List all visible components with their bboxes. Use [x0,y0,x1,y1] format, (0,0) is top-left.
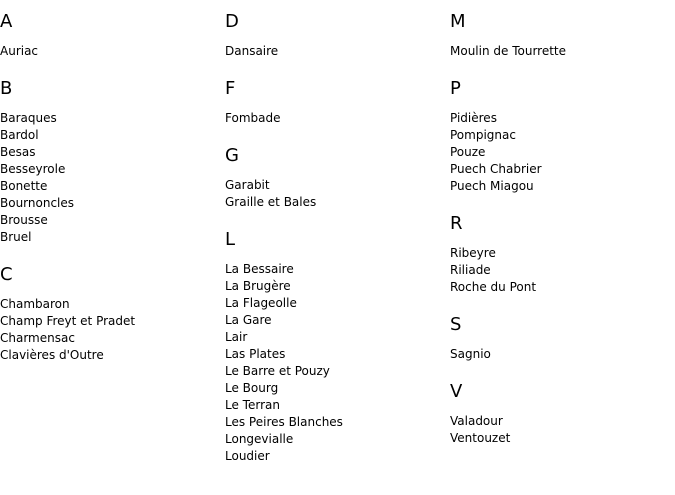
place-name: Ventouzet [450,431,511,445]
letter-heading: V [450,381,463,402]
letter-heading: C [0,264,13,285]
place-name-list [0,296,225,364]
place-name: Le Bourg [225,381,279,395]
place-name: Fombade [225,111,281,125]
place-name-list [450,245,675,296]
place-name: Besas [0,145,36,159]
letter-group-c [0,263,225,364]
letter-group-m [450,10,675,60]
place-name: Puech Chabrier [450,162,542,176]
letter-heading: D [225,11,239,32]
place-name-list [225,261,450,465]
letter-group-v [450,380,675,447]
place-name-list [450,110,675,195]
letter-heading: G [225,145,239,166]
place-name: La Flageolle [225,296,297,310]
place-name: Le Terran [225,398,280,412]
place-name: Riliade [450,263,491,277]
place-name: Roche du Pont [450,280,537,294]
place-name: Ribeyre [450,246,496,260]
place-name-list [450,43,675,60]
place-name-list [225,43,450,60]
place-name: Garabit [225,178,270,192]
place-name: Le Barre et Pouzy [225,364,330,378]
place-name: La Brugère [225,279,291,293]
letter-group-s [450,313,675,363]
letter-heading: A [0,11,13,32]
place-name: Auriac [0,44,39,58]
place-name: Loudier [225,449,270,463]
place-name: La Gare [225,313,272,327]
letter-heading: R [450,213,463,234]
place-name-list [0,110,225,246]
place-name: Bruel [0,230,32,244]
place-name: Valadour [450,414,503,428]
place-name-list [450,346,675,363]
place-name: Bardol [0,128,39,142]
letter-group-l [225,228,450,465]
place-name: Bonette [0,179,48,193]
letter-heading: L [225,229,236,250]
letter-heading: P [450,78,461,99]
letter-group-f [225,77,450,127]
letter-group-b [0,77,225,246]
letter-group-r [450,212,675,296]
place-name: Bournoncles [0,196,75,210]
letter-group-g [225,144,450,211]
place-name: La Bessaire [225,262,294,276]
place-name: Graille et Bales [225,195,317,209]
place-name: Dansaire [225,44,279,58]
letter-group-d [225,10,450,60]
index-column [0,10,225,381]
place-name: Moulin de Tourrette [450,44,567,58]
place-name: Puech Miagou [450,179,534,193]
letter-heading: F [225,78,236,99]
place-name: Besseyrole [0,162,66,176]
place-name: Pouze [450,145,486,159]
place-name: Chambaron [0,297,70,311]
place-name: Las Plates [225,347,286,361]
index-column [450,10,675,464]
place-name-list [225,177,450,211]
place-name-list [225,110,450,127]
letter-heading: M [450,11,466,32]
place-name: Pidières [450,111,497,125]
letter-group-p [450,77,675,195]
place-name: Brousse [0,213,48,227]
place-name-list [450,413,675,447]
place-name: Clavières d'Outre [0,348,104,362]
place-name-list [0,43,225,60]
place-name: Lair [225,330,248,344]
letter-heading: B [0,78,13,99]
place-name: Champ Freyt et Pradet [0,314,136,328]
place-name: Baraques [0,111,57,125]
place-name: Sagnio [450,347,491,361]
place-name: Pompignac [450,128,516,142]
letter-heading: S [450,314,462,335]
index-column [225,10,450,482]
letter-group-a [0,10,225,60]
place-name: Longevialle [225,432,294,446]
place-name: Les Peires Blanches [225,415,343,429]
place-name: Charmensac [0,331,75,345]
